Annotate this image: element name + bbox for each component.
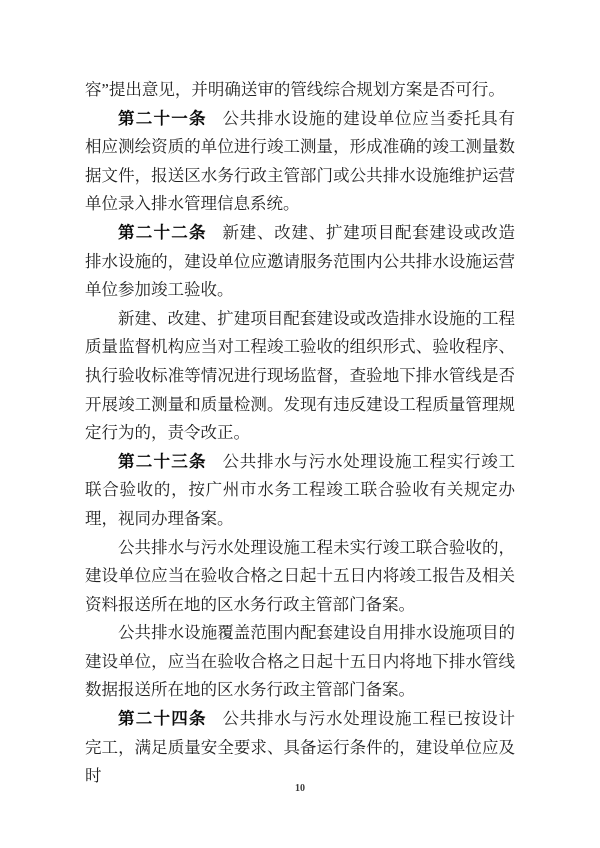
paragraph-text: 新建、改建、扩建项目配套建设或改造排水设施的工程质量监督机构应当对工程竣工验收的组织形式、验收程序、执行验收标准等情况进行现场监督，查验地下排水管线是否开展竣工测量和质量检测。发现有违反建设工程质量管理规定行为的，责令改正。 (85, 308, 515, 443)
paragraph-text: 公共排水与污水处理设施工程未实行竣工联合验收的，建设单位应当在验收合格之日起十五日内将竣工报告及相关资料报送所在地的区水务行政主管部门备案。 (85, 537, 515, 614)
article-number: 第二十二条 (118, 223, 207, 242)
paragraph-text: 新建、改建、扩建项目配套建设或改造排水设施的，建设单位应邀请服务范围内公共排水设施运营单位参加竣工验收。 (85, 222, 516, 300)
paragraph (85, 305, 515, 448)
paragraph-text: 公共排水与污水处理设施工程实行竣工联合验收的，按广州市水务工程竣工联合验收有关规定办理，视同办理备案。 (85, 451, 516, 528)
article-number: 第二十一条 (118, 109, 207, 128)
paragraph-text: 公共排水与污水处理设施工程已按设计完工，满足质量安全要求、具备运行条件的，建设单位应及时 (85, 709, 516, 786)
paragraph (85, 219, 515, 305)
paragraph (85, 534, 515, 620)
article-number: 第二十三条 (118, 452, 207, 471)
paragraph (85, 705, 515, 791)
paragraph (85, 619, 515, 705)
paragraph (85, 76, 515, 105)
paragraph-text: 容”提出意见，并明确送审的管线综合规划方案是否可行。 (85, 80, 505, 99)
paragraph-text: 公共排水设施覆盖范围内配套建设自用排水设施项目的建设单位，应当在验收合格之日起十五日内将地下排水管线数据报送所在地的区水务行政主管部门备案。 (85, 623, 515, 700)
page-number: 10 (295, 783, 305, 794)
document-text-block (85, 76, 515, 791)
paragraph (85, 105, 515, 219)
paragraph (85, 448, 515, 534)
paragraph-text: 公共排水设施的建设单位应当委托具有相应测绘资质的单位进行竣工测量，形成准确的竣工测量数据文件，报送区水务行政主管部门或公共排水设施维护运营单位录入排水管理信息系统。 (85, 108, 516, 214)
article-number: 第二十四条 (118, 710, 207, 729)
